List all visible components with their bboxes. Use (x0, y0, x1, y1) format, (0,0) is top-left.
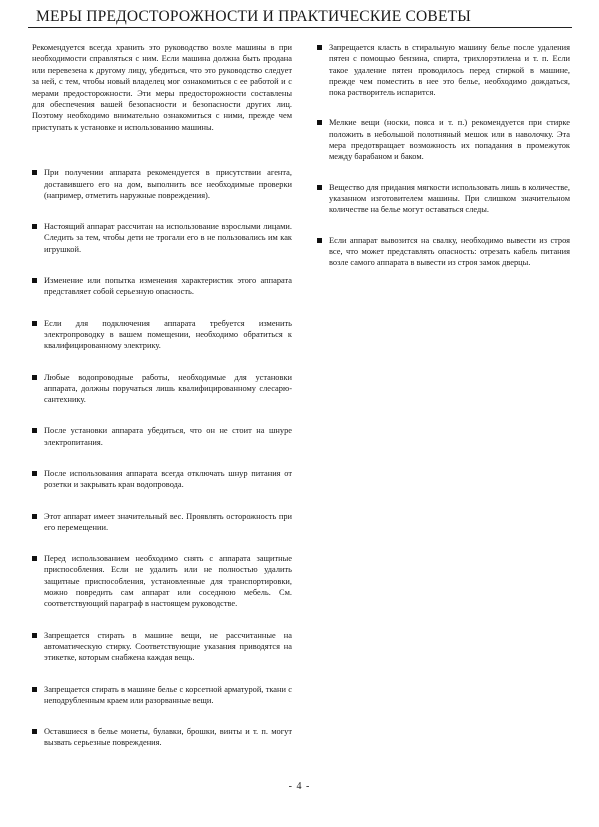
square-bullet-icon (32, 514, 37, 519)
square-bullet-icon (32, 687, 37, 692)
square-bullet-icon (32, 224, 37, 229)
square-bullet-icon (317, 185, 322, 190)
square-bullet-icon (32, 170, 37, 175)
right-bullet-list (315, 42, 570, 268)
list-item: Запрещается стирать в машине вещи, не рассчитанные на автоматическую стирку. Соответствующие указания приводятся на этикетке, которым снабжена каждая вещь. (30, 630, 292, 664)
list-item: Этот аппарат имеет значительный вес. Проявлять осторожность при его перемещении. (30, 511, 292, 534)
list-item: Вещество для придания мягкости использовать лишь в количестве, указанном изготовителем машины. При слишком значительном количестве на белье могут оставаться следы. (315, 182, 570, 216)
square-bullet-icon (32, 375, 37, 380)
left-column (30, 42, 292, 769)
square-bullet-icon (32, 471, 37, 476)
list-item: Оставшиеся в белье монеты, булавки, брошки, винты и т. п. могут вызвать серьезные повреждения. (30, 726, 292, 749)
square-bullet-icon (317, 120, 322, 125)
list-item: После установки аппарата убедиться, что он не стоит на шнуре электропитания. (30, 425, 292, 448)
list-item: Если аппарат вывозится на свалку, необходимо вывести из строя все, что может представлять опасность: отрезать кабель питания возле самого аппарата в вывести из строя замок дверцы. (315, 235, 570, 269)
square-bullet-icon (32, 556, 37, 561)
list-item: Перед использованием необходимо снять с аппарата защитные приспособления. Если не удалить или не полностью удалить защитные приспособления, установленные для транспортировки, можно повредить сам аппарат или соседнюю мебель. См. соответствующий параграф в настоящем руководстве. (30, 553, 292, 609)
intro-paragraph: Рекомендуется всегда хранить это руководство возле машины в при необходимости справляться с ним. Если машина должна быть продана или перевезена к другому лицу, убедиться, что это руководство следует за ней, с тем, чтобы новый владелец мог ознакомиться с ее работой и с мерами предосторожности. Эти меры предосторожности составлены для обеспечения вашей безопасности и безопасности других лиц. Поэтому необходимо внимательно ознакомиться с ними, прежде чем приступать к установке и использованию машины. (32, 43, 292, 132)
list-item: Мелкие вещи (носки, пояса и т. п.) рекомендуется при стирке положить в небольшой полотняный мешок или в наволочку. Эта мера предотвращает возможность их попадания в промежуток между барабаном и баком. (315, 117, 570, 162)
list-item: Запрещается класть в стиральную машину белье после удаления пятен с помощью бензина, спирта, трихлорэтилена и т. п. Если такое удаление пятен проводилось перед стиркой в машине, прежде чем поместить в нее это белье, необходимо дождаться, пока растворитель испарится. (315, 42, 570, 98)
list-item: Если для подключения аппарата требуется изменить электропроводку в вашем помещении, необходимо обратиться к квалифицированному электрику. (30, 318, 292, 352)
list-item: Настоящий аппарат рассчитан на использование взрослыми лицами. Следить за тем, чтобы дети не трогали его в не пользовались им как игрушкой. (30, 221, 292, 255)
list-item: Изменение или попытка изменения характеристик этого аппарата представляет собой серьезную опасность. (30, 275, 292, 298)
list-item: После использования аппарата всегда отключать шнур питания от розетки и закрывать кран водопровода. (30, 468, 292, 491)
square-bullet-icon (317, 45, 322, 50)
list-item: При получении аппарата рекомендуется в присутствии агента, доставившего его на дом, выполнить все необходимые проверки (например, отметить наружные повреждения). (30, 167, 292, 201)
square-bullet-icon (32, 278, 37, 283)
square-bullet-icon (32, 321, 37, 326)
square-bullet-icon (317, 238, 322, 243)
section-header (28, 7, 572, 28)
square-bullet-icon (32, 633, 37, 638)
square-bullet-icon (32, 428, 37, 433)
page-number: - 4 - (288, 781, 311, 792)
right-column (315, 42, 570, 287)
square-bullet-icon (32, 729, 37, 734)
list-item: Любые водопроводные работы, необходимые для установки аппарата, должны поручаться лишь квалифицированному слесарю-сантехнику. (30, 372, 292, 406)
list-item: Запрещается стирать в машине белье с корсетной арматурой, ткани с неподрубленным краем или разорванные вещи. (30, 684, 292, 707)
page-title: МЕРЫ ПРЕДОСТОРОЖНОСТИ И ПРАКТИЧЕСКИЕ СОВЕТЫ (36, 8, 472, 25)
left-bullet-list (30, 167, 292, 749)
